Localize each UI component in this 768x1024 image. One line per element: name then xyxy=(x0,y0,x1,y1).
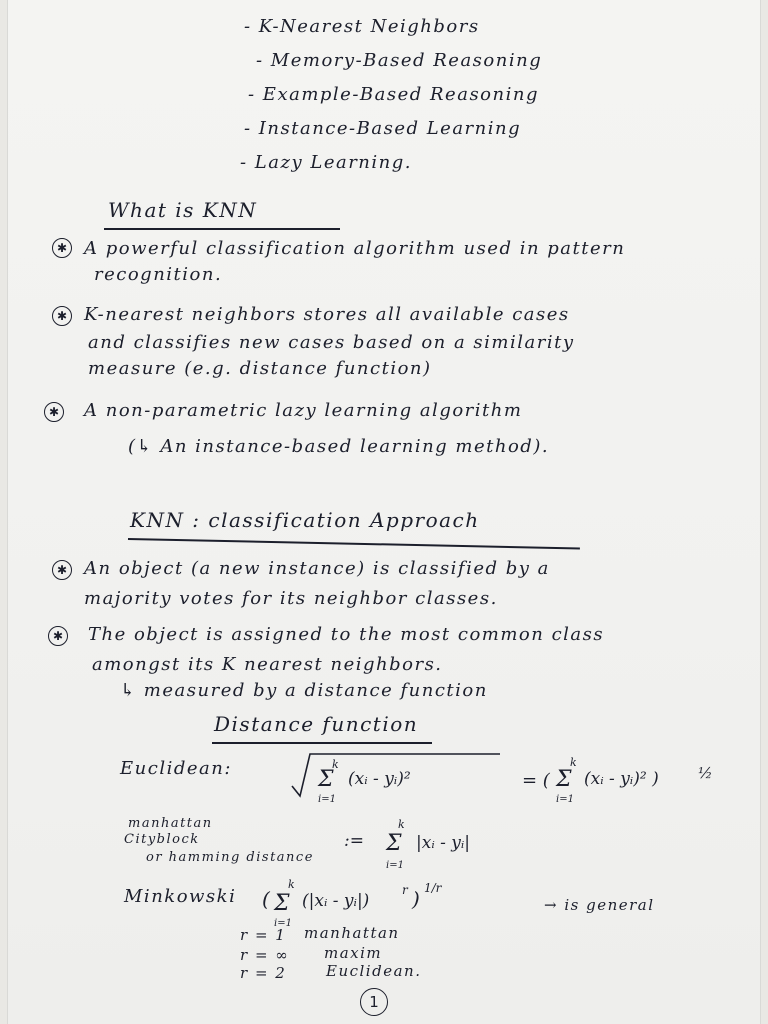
svg-text:½: ½ xyxy=(698,764,713,782)
svg-text:i=1: i=1 xyxy=(318,794,336,805)
minkowski-formula xyxy=(262,872,522,928)
euclidean-formula xyxy=(288,748,748,808)
alias-lazy: - Lazy Learning. xyxy=(240,152,412,173)
svg-text:(xᵢ - yᵢ)²: (xᵢ - yᵢ)² xyxy=(348,769,411,789)
bullet-text: An object (a new instance) is classified by a xyxy=(84,558,550,579)
section-title-underline xyxy=(128,538,580,549)
bullet-text: recognition. xyxy=(94,264,223,285)
section-title-distance-function: Distance function xyxy=(214,712,419,736)
bullet-text: A powerful classification algorithm used in pattern xyxy=(84,238,626,259)
svg-text:k: k xyxy=(570,756,577,769)
bullet-text: amongst its K nearest neighbors. xyxy=(92,654,443,675)
r-case-value: r = 2 xyxy=(240,964,287,982)
alias-memory-based: - Memory-Based Reasoning xyxy=(256,50,543,71)
alias-example-based: - Example-Based Reasoning xyxy=(248,84,539,105)
svg-text:(xᵢ - yᵢ)² ): (xᵢ - yᵢ)² ) xyxy=(584,769,659,789)
svg-text:Σ: Σ xyxy=(386,831,402,856)
bullet-text: The object is assigned to the most common class xyxy=(88,624,605,645)
alias-instance-based: - Instance-Based Learning xyxy=(244,118,522,139)
manhattan-label: manhattan xyxy=(128,816,213,831)
svg-text:(|xᵢ - yᵢ|): (|xᵢ - yᵢ|) xyxy=(302,891,370,911)
r-case-name: manhattan xyxy=(304,924,400,942)
manhattan-formula xyxy=(344,812,544,872)
svg-text:k: k xyxy=(332,758,339,771)
page-number: 1 xyxy=(360,988,388,1016)
star-bullet-icon: ✱ xyxy=(48,626,68,646)
star-bullet-icon: ✱ xyxy=(52,306,72,326)
bullet-text: A non-parametric lazy learning algorithm xyxy=(84,400,523,421)
section-title-underline xyxy=(104,228,340,230)
r-case-name: maxim xyxy=(324,944,383,962)
svg-text:(: ( xyxy=(262,887,270,911)
svg-text:k: k xyxy=(288,878,295,891)
hamming-label: or hamming distance xyxy=(146,850,314,865)
svg-text:r: r xyxy=(402,883,408,897)
svg-text:|xᵢ - yᵢ|: |xᵢ - yᵢ| xyxy=(416,833,471,853)
r-case-value: r = 1 xyxy=(240,926,287,944)
section-title-classification-approach: KNN : classification Approach xyxy=(130,508,480,532)
bullet-text: measure (e.g. distance function) xyxy=(88,358,432,379)
star-bullet-icon: ✱ xyxy=(44,402,64,422)
svg-text::=: := xyxy=(344,831,364,851)
svg-text:Σ: Σ xyxy=(556,767,572,792)
minkowski-label: Minkowski xyxy=(124,886,237,907)
svg-text:i=1: i=1 xyxy=(274,918,292,928)
euclidean-label: Euclidean: xyxy=(120,758,232,779)
cityblock-label: Cityblock xyxy=(124,832,200,847)
svg-text:1/r: 1/r xyxy=(424,881,442,895)
section-title-what-is-knn: What is KNN xyxy=(108,198,258,222)
star-bullet-icon: ✱ xyxy=(52,560,72,580)
r-case-value: r = ∞ xyxy=(240,946,290,964)
r-case-name: Euclidean. xyxy=(326,962,422,980)
bullet-text: and classifies new cases based on a similarity xyxy=(88,332,575,353)
minkowski-note: → is general xyxy=(544,896,655,914)
svg-text:i=1: i=1 xyxy=(386,860,404,871)
svg-text:Σ: Σ xyxy=(274,891,290,916)
section-title-underline xyxy=(212,742,432,744)
alias-knn: - K-Nearest Neighbors xyxy=(244,16,480,37)
svg-text:k: k xyxy=(398,818,405,831)
bullet-text: (↳ An instance-based learning method). xyxy=(128,436,550,457)
notebook-page xyxy=(8,0,760,1024)
bullet-text: majority votes for its neighbor classes. xyxy=(84,588,498,609)
svg-text:): ) xyxy=(412,887,420,911)
star-bullet-icon: ✱ xyxy=(52,238,72,258)
svg-text:= (: = ( xyxy=(522,770,550,791)
bullet-text: K-nearest neighbors stores all available cases xyxy=(84,304,570,325)
svg-text:i=1: i=1 xyxy=(556,794,574,805)
svg-text:Σ: Σ xyxy=(318,767,334,792)
bullet-text: ↳ measured by a distance function xyxy=(120,680,488,701)
